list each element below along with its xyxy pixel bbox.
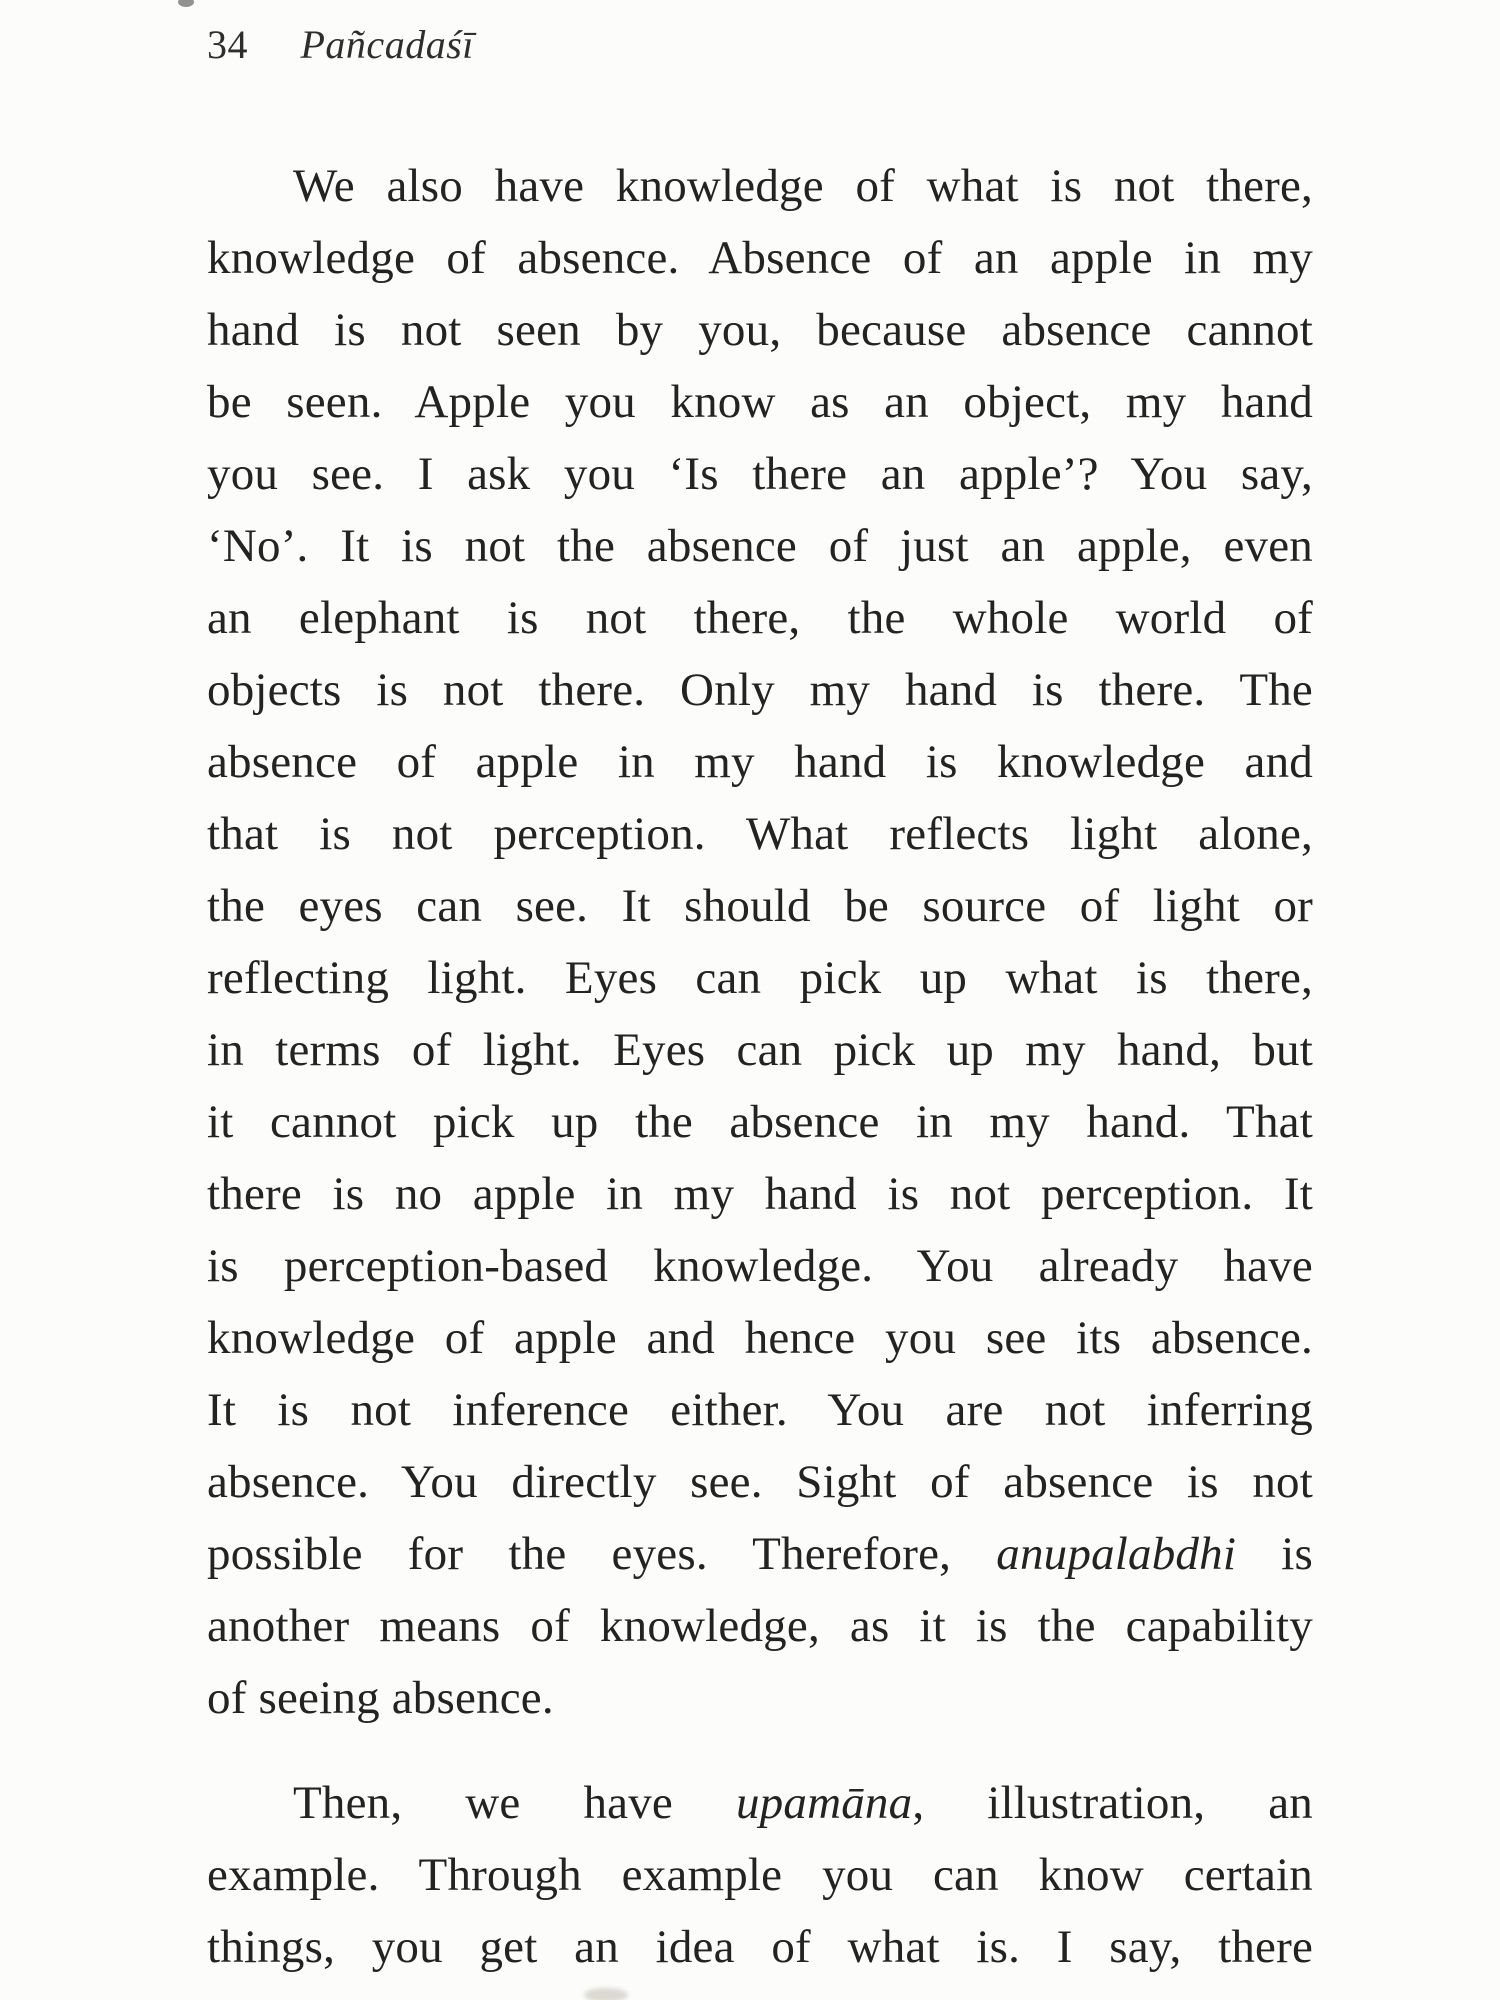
text-segment: things, you get an idea of what is. I say, there: [207, 1921, 1313, 1973]
text-line: [207, 366, 1313, 438]
text-segment: reflecting light. Eyes can pick up what is there,: [207, 952, 1313, 1004]
text-line: [207, 1086, 1313, 1158]
text-line: [207, 1590, 1313, 1662]
text-line: [207, 798, 1313, 870]
text-segment: example. Through example you can know certain: [207, 1849, 1313, 1901]
text-segment: of seeing absence.: [207, 1672, 554, 1724]
page-number: 34: [207, 22, 248, 67]
text-segment: it cannot pick up the absence in my hand. That: [207, 1096, 1313, 1148]
scan-artifact: [178, 0, 194, 7]
scan-artifact: [584, 1988, 628, 2000]
text-line: [207, 1518, 1313, 1590]
text-segment: is perception-based knowledge. You already have: [207, 1240, 1313, 1292]
page-header: [207, 22, 474, 68]
text-line: [207, 1374, 1313, 1446]
text-segment: objects is not there. Only my hand is there. The: [207, 664, 1313, 716]
italic-term: upamāna: [735, 1777, 913, 1829]
text-line: [207, 222, 1313, 294]
text-segment: hand is not seen by you, because absence cannot: [207, 304, 1313, 356]
text-segment: knowledge of absence. Absence of an apple in my: [207, 232, 1313, 284]
text-line: [207, 1662, 1313, 1734]
text-segment: is: [1236, 1528, 1313, 1580]
text-segment: in terms of light. Eyes can pick up my hand, but: [207, 1024, 1313, 1076]
text-line: [207, 1839, 1313, 1911]
text-segment: , illustration, an: [912, 1777, 1313, 1829]
text-segment: that is not perception. What reflects light alone,: [207, 808, 1313, 860]
text-line: [207, 726, 1313, 798]
text-line: [207, 1302, 1313, 1374]
italic-term: anupalabdhi: [996, 1528, 1237, 1580]
page-body: [207, 150, 1313, 1983]
text-segment: there is no apple in my hand is not perception. It: [207, 1168, 1313, 1220]
text-segment: absence. You directly see. Sight of absence is not: [207, 1456, 1313, 1508]
text-segment: Then, we have: [293, 1777, 736, 1829]
text-segment: the eyes can see. It should be source of light or: [207, 880, 1313, 932]
paragraph: [207, 1767, 1313, 1983]
text-line: [207, 1014, 1313, 1086]
text-segment: It is not inference either. You are not inferring: [207, 1384, 1313, 1436]
text-line: [207, 942, 1313, 1014]
text-line: [207, 510, 1313, 582]
text-segment: We also have knowledge of what is not there,: [293, 160, 1313, 212]
text-segment: be seen. Apple you know as an object, my hand: [207, 376, 1313, 428]
paragraph: [207, 150, 1313, 1734]
text-segment: ‘No’. It is not the absence of just an apple, even: [207, 520, 1313, 572]
text-line: [207, 1911, 1313, 1983]
text-line: [207, 1158, 1313, 1230]
text-segment: knowledge of apple and hence you see its absence.: [207, 1312, 1313, 1364]
text-line: [207, 582, 1313, 654]
text-segment: another means of knowledge, as it is the capability: [207, 1600, 1313, 1652]
text-line: [207, 294, 1313, 366]
text-line: [207, 870, 1313, 942]
text-line: [207, 1230, 1313, 1302]
text-line: [207, 438, 1313, 510]
text-line: [207, 654, 1313, 726]
text-line: [207, 150, 1313, 222]
text-segment: an elephant is not there, the whole world of: [207, 592, 1313, 644]
text-line: [207, 1446, 1313, 1518]
book-title: Pañcadaśī: [300, 22, 474, 67]
text-segment: you see. I ask you ‘Is there an apple’? You say,: [207, 448, 1313, 500]
text-line: [207, 1767, 1313, 1839]
text-segment: possible for the eyes. Therefore,: [207, 1528, 997, 1580]
text-segment: absence of apple in my hand is knowledge and: [207, 736, 1313, 788]
